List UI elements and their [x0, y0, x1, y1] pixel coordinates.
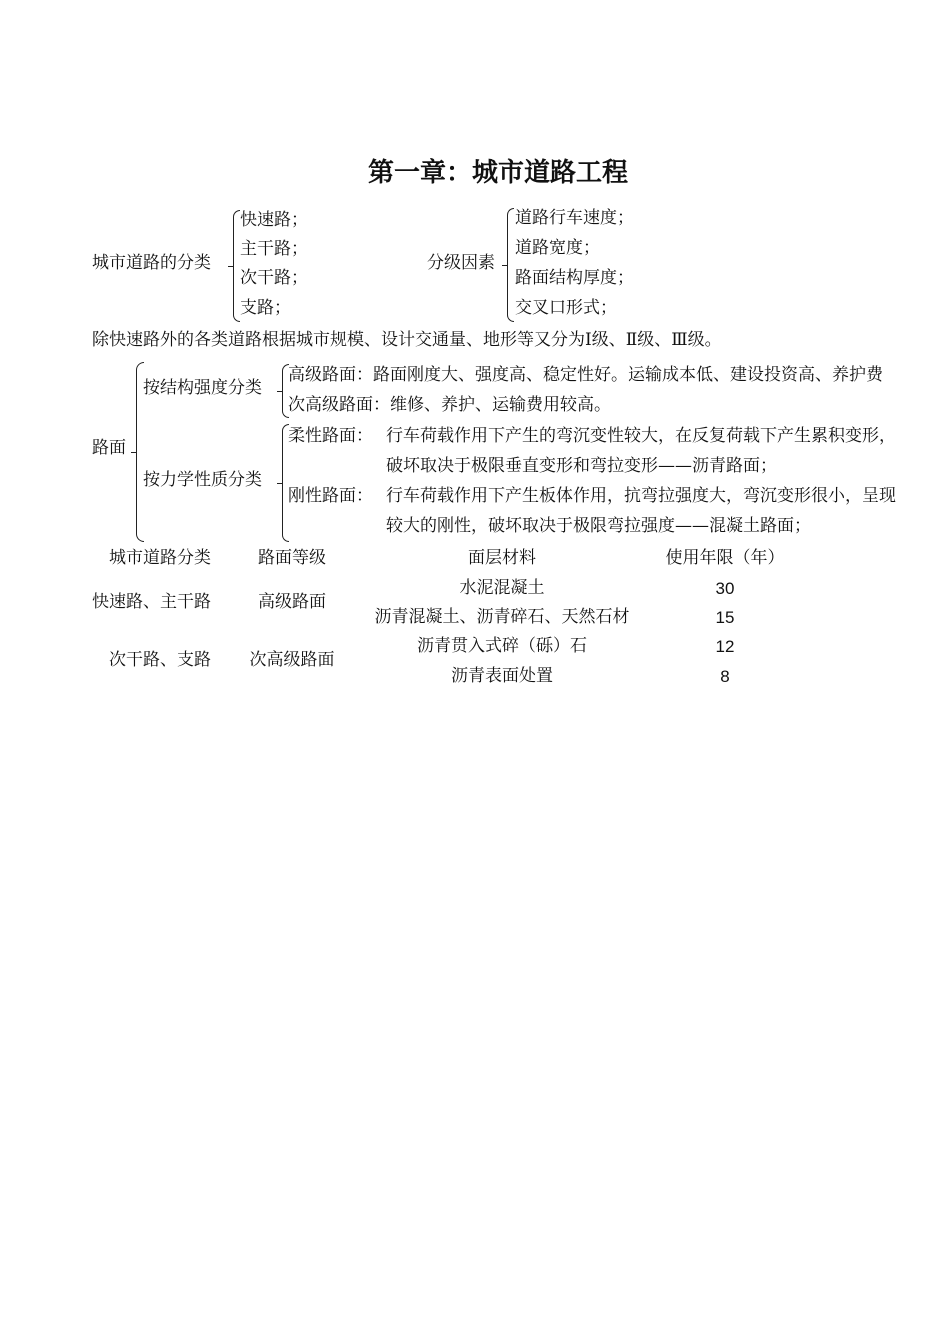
road-class-label: 城市道路的分类 — [92, 253, 211, 273]
grade-factors-label: 分级因素 — [427, 253, 495, 273]
road-class-item: 次干路； — [240, 268, 308, 288]
strength-class-label: 按结构强度分类 — [143, 378, 262, 398]
table-years: 15 — [715, 608, 735, 627]
table-header: 使用年限（年） — [665, 548, 785, 568]
pavement-label: 路面 — [92, 438, 126, 458]
mechanics-class-label: 按力学性质分类 — [143, 470, 262, 490]
flexible-label: 柔性路面： — [288, 426, 373, 446]
road-class-item: 支路； — [240, 298, 291, 318]
grade-note: 除快速路外的各类道路根据城市规模、设计交通量、地形等又分为Ⅰ级、Ⅱ级、Ⅲ级。 — [92, 330, 722, 350]
flexible-desc: 行车荷载作用下产生的弯沉变性较大，在反复荷载下产生累积变形， — [386, 426, 896, 446]
table-years: 30 — [715, 579, 735, 598]
rigid-label: 刚性路面： — [288, 486, 373, 506]
grade-factor-item: 交叉口形式； — [515, 298, 617, 318]
table-road-class: 次干路、支路 — [109, 650, 211, 670]
table-header: 面层材料 — [468, 548, 536, 568]
road-class-item: 主干路； — [240, 239, 308, 259]
table-material: 水泥混凝土 — [459, 578, 545, 598]
grade-factor-item: 道路宽度； — [515, 238, 600, 258]
table-header: 城市道路分类 — [109, 548, 211, 568]
page-title: 第一章：城市道路工程 — [367, 158, 628, 188]
road-class-item: 快速路； — [240, 210, 308, 230]
table-material: 沥青混凝土、沥青碎石、天然石材 — [374, 607, 630, 627]
table-pavement-grade: 高级路面 — [258, 592, 326, 612]
table-material: 沥青表面处置 — [451, 666, 553, 686]
rigid-desc: 较大的刚性，破坏取决于极限弯拉强度——混凝土路面； — [386, 516, 811, 536]
table-road-class: 快速路、主干路 — [92, 592, 211, 612]
grade-factors-brace — [507, 208, 514, 322]
table-pavement-grade: 次高级路面 — [249, 650, 335, 670]
table-material: 沥青贯入式碎（砾）石 — [417, 636, 587, 656]
table-years: 12 — [715, 637, 735, 656]
road-class-brace — [233, 210, 240, 322]
rigid-desc: 行车荷载作用下产生板体作用，抗弯拉强度大，弯沉变形很小，呈现 — [386, 486, 896, 506]
flexible-desc: 破坏取决于极限垂直变形和弯拉变形——沥青路面； — [386, 456, 777, 476]
table-header: 路面等级 — [258, 548, 326, 568]
strength-item: 高级路面：路面刚度大、强度高、稳定性好。运输成本低、建设投资高、养护费 — [288, 365, 883, 385]
table-years: 8 — [720, 667, 730, 686]
strength-item: 次高级路面：维修、养护、运输费用较高。 — [288, 395, 611, 415]
grade-factor-item: 道路行车速度； — [515, 208, 634, 228]
grade-factor-item: 路面结构厚度； — [515, 268, 634, 288]
